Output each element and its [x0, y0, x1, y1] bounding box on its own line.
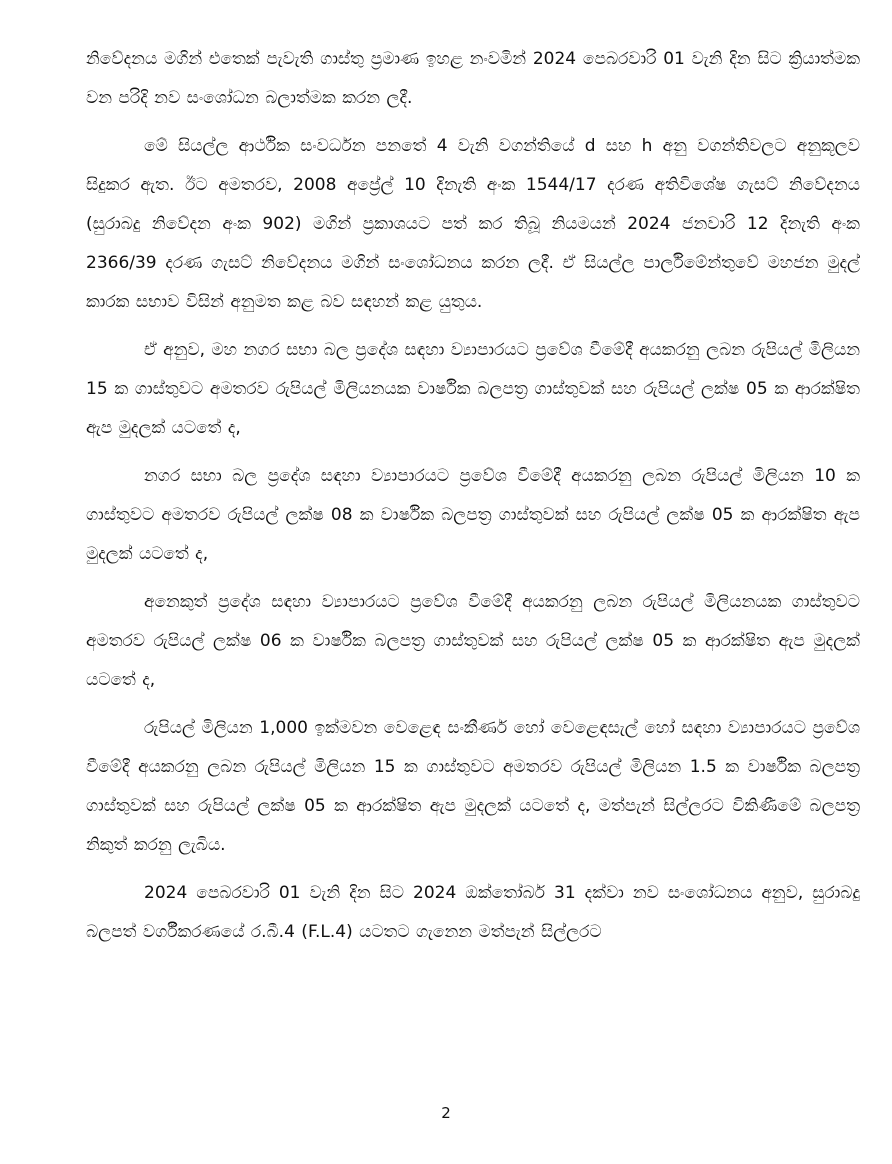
paragraph-gap [86, 700, 860, 709]
paragraph-trade-complexes: රුපියල් මිලියන 1,000 ඉක්මවන වෙළෙඳ සංකීර්ණ හෝ වෙළෙඳසැල් හෝ සඳහා ව්‍යාපාරයට ප්‍රවේශ වීමේදී අයකරනු ලබන රුපියල් මිලියන 15 ක ගාස්තුවට අමතරව රුපියල් මිලියන 1.5 ක වාර්ෂික බලපත්‍ර ගාස්තුවක් සහ රුපියල් ලක්ෂ 05 ක ආරක්ෂිත ඇප මුදලක් යටතේ ද, මත්පැන් සිල්ලරට විකිණීමේ බලපත්‍ර නිකුත් කරනු ලැබිය. [86, 718, 861, 855]
paragraph-urban-council: නගර සභා බල ප්‍රදේශ සඳහා ව්‍යාපාරයට ප්‍රවේශ වීමේදී අයකරනු ලබන රුපියල් මිලියන 10 ක ගාස්තුවට අමතරව රුපියල් ලක්ෂ 08 ක වාර්ෂික බලපත්‍ර ගාස්තුවක් සහ රුපියල් ලක්ෂ 05 ක ආරක්ෂිත ඇප මුදලක් යටතේ ද, [86, 466, 860, 564]
document-page [86, 40, 860, 952]
paragraph-gap [86, 865, 860, 874]
paragraph-new-amendment: 2024 පෙබරවාරි 01 වැනි දින සිට 2024 ඔක්තෝබර් 31 දක්වා නව සංශෝධනය අනුව, සුරාබදු බලපත් වර්ගීකරණයේ ර.බී.4 (F.L.4) යටතට ගැනෙන මත්පැන් සිල්ලරට [86, 883, 860, 942]
paragraph-municipal-council: ඒ අනුව, මහ නගර සභා බල ප්‍රදේශ සඳහා ව්‍යාපාරයට ප්‍රවේශ වීමේදී අයකරනු ලබන රුපියල් මිලියන 15 ක ගාස්තුවට අමතරව රුපියල් මිලියනයක වාර්ෂික බලපත්‍ර ගාස්තුවක් සහ රුපියල් ලක්ෂ 05 ක ආරක්ෂිත ඇප මුදලක් යටතේ ද, [86, 340, 860, 438]
paragraph-legal-basis: මේ සියල්ල ආර්ථික සංවර්ධන පනතේ 4 වැනි වගන්තියේ d සහ h අනු වගන්තිවලට අනුකූලව සිදුකර ඇත. ඊට අමතරව, 2008 අප්‍රේල් 10 දිනැති අංක 1544/17 දරණ අතිවිශේෂ ගැසට් නිවේදනය (සුරාබදු නිවේදන අංක 902) මගින් ප්‍රකාශයට පත් කර තිබූ නියමයන් 2024 ජනවාරි 12 දිනැති අංක 2366/39 දරණ ගැසට් නිවේදනය මගින් සංශෝධනය කරන ලදී. ඒ සියල්ල පාර්ලිමේන්තුවේ මහජන මුදල් කාරක සභාව විසින් අනුමත කළ බව සඳහන් කළ යුතුය. [86, 136, 860, 312]
paragraph-continuation: නිවේදනය මගින් එතෙක් පැවැති ගාස්තු ප්‍රමාණ ඉහළ නංවමින් 2024 පෙබරවාරි 01 වැනි දින සිට ක්‍රියාත්මක වන පරිදි නව සංශෝධන බලාත්මක කරන ලදී. [86, 49, 860, 108]
page-number: 2 [441, 1104, 451, 1122]
paragraph-gap [86, 118, 860, 127]
paragraph-other-areas: අනෙකුත් ප්‍රදේශ සඳහා ව්‍යාපාරයට ප්‍රවේශ වීමේදී අයකරනු ලබන රුපියල් මිලියනයක ගාස්තුවට අමතරව රුපියල් ලක්ෂ 06 ක වාර්ෂික බලපත්‍ර ගාස්තුවක් සහ රුපියල් ලක්ෂ 05 ක ආරක්ෂිත ඇප මුදලක් යටතේ ද, [86, 592, 860, 690]
paragraph-gap [86, 322, 860, 331]
paragraph-gap [86, 448, 860, 457]
paragraph-gap [86, 574, 860, 583]
